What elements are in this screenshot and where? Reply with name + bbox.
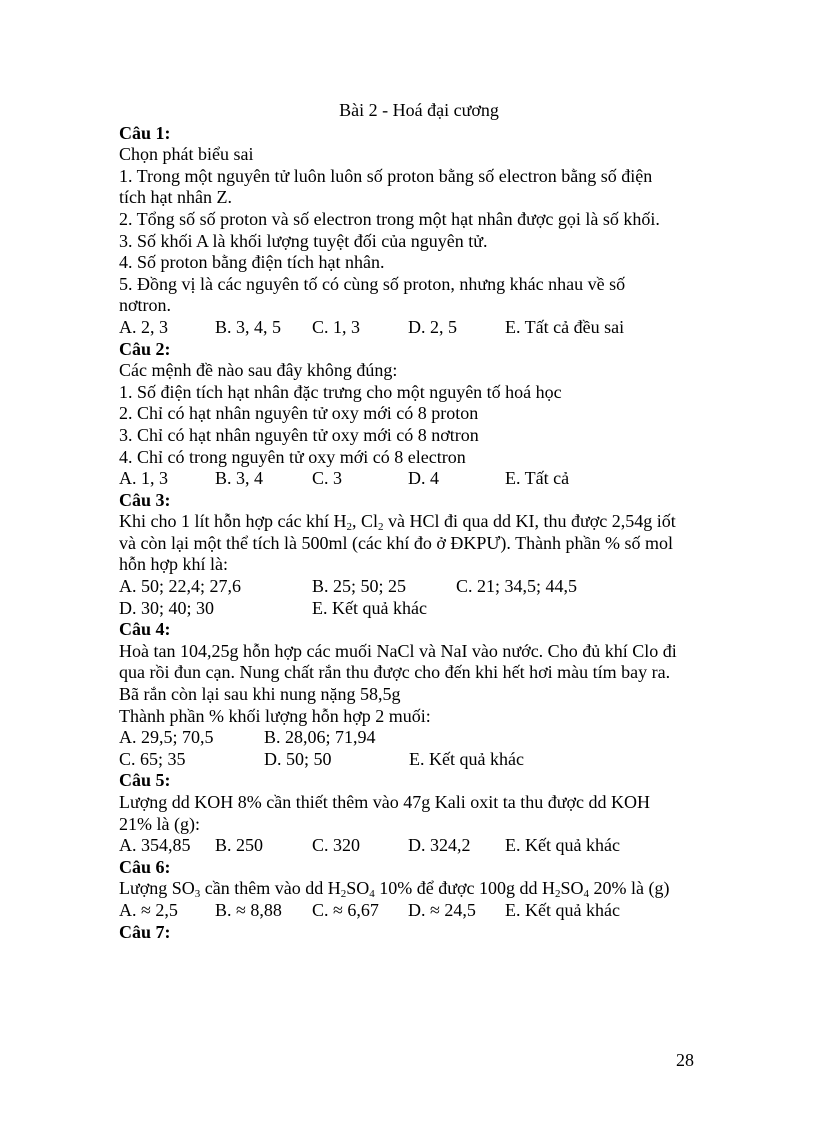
question-text-line [119,511,699,533]
option-e: E. Tất cả [505,468,570,489]
question-heading: Câu 3: [119,489,171,510]
option-b: B. 3, 4, 5 [215,316,282,337]
option-d: D. ≈ 24,5 [408,899,476,920]
subscript: 4 [583,888,590,901]
question-text-line: Hoà tan 104,25g hỗn hợp các muối NaCl và NaI vào nước. Cho đủ khí Clo đi [119,640,677,661]
option-c: C. 3 [312,468,343,489]
option-d: D. 2, 5 [408,316,457,337]
option-a: A. 354,85 [119,835,191,856]
question-3 [119,490,699,620]
question-heading: Câu 7: [119,921,171,942]
text-segment: 10% để được 100g dd H [374,878,556,899]
answer-options [119,468,699,490]
option-c: C. 65; 35 [119,748,186,769]
question-heading: Câu 5: [119,770,171,791]
answer-options [119,727,699,749]
question-7 [119,922,699,944]
option-d: D. 324,2 [408,835,471,856]
statement-line: 4. Chỉ có trong nguyên tử oxy mới có 8 electron [119,446,466,467]
text-segment: và HCl đi qua dd KI, thu được 2,54g iốt [383,511,676,532]
option-e: E. Kết quả khác [505,835,620,856]
statement-line: nơtron. [119,295,172,316]
option-d: D. 50; 50 [264,748,332,769]
answer-options [119,900,699,922]
question-4 [119,619,699,770]
statement-line: 2. Tổng số số proton và số electron trong một hạt nhân được gọi là số khối. [119,208,660,229]
statement-line: tích hạt nhân Z. [119,187,232,208]
document-body [119,100,699,943]
subscript: 2 [346,521,352,534]
question-text-line: và còn lại một thể tích là 500ml (các khí đo ở ĐKPƯ). Thành phần % số mol [119,532,674,553]
question-heading: Câu 2: [119,338,171,359]
option-a: A. 2, 3 [119,316,168,337]
statement-line: 2. Chỉ có hạt nhân nguyên tử oxy mới có 8 proton [119,403,479,424]
option-b: B. 3, 4 [215,468,264,489]
question-heading: Câu 1: [119,122,171,143]
option-e: E. Kết quả khác [409,748,524,769]
text-segment: Lượng SO [119,878,195,899]
question-text-line: 21% là (g): [119,813,200,834]
question-text-line: hỗn hợp khí là: [119,554,229,575]
option-e: E. Kết quả khác [312,597,427,618]
option-a: A. ≈ 2,5 [119,899,178,920]
option-b: B. ≈ 8,88 [215,899,282,920]
page-title: Bài 2 - Hoá đại cương [339,100,499,120]
question-6 [119,857,699,922]
question-text-line: Thành phần % khối lượng hỗn hợp 2 muối: [119,705,431,726]
question-text-line: Bã rắn còn lại sau khi nung nặng 58,5g [119,684,401,705]
text-segment: Khi cho 1 lít hỗn hợp các khí H [119,511,347,532]
question-heading: Câu 6: [119,856,171,877]
answer-options [119,749,699,771]
text-segment: SO [560,878,584,899]
text-segment: cần thêm vào dd H [200,878,341,899]
option-a: A. 1, 3 [119,468,168,489]
subscript: 2 [340,888,347,901]
text-segment: SO [346,878,370,899]
option-e: E. Tất cả đều sai [505,316,625,337]
option-d: D. 4 [408,468,439,489]
question-prompt: Chọn phát biểu sai [119,144,254,165]
subscript: 4 [369,888,375,901]
option-c: C. 320 [312,835,361,856]
subscript: 2 [555,888,561,901]
option-d: D. 30; 40; 30 [119,597,215,618]
option-a: A. 29,5; 70,5 [119,727,214,748]
question-2 [119,339,699,490]
answer-options [119,576,699,598]
subscript: 3 [194,888,201,901]
question-1 [119,123,699,339]
question-prompt: Các mệnh đề nào sau đây không đúng: [119,360,398,381]
question-heading: Câu 4: [119,619,171,640]
option-c: C. 21; 34,5; 44,5 [456,576,578,597]
option-b: B. 28,06; 71,94 [264,727,376,748]
question-text-line [119,878,699,900]
statement-line: 3. Chỉ có hạt nhân nguyên tử oxy mới có 8 nơtron [119,424,479,445]
statement-line: 5. Đồng vị là các nguyên tố có cùng số proton, nhưng khác nhau về số [119,273,626,294]
statement-line: 1. Trong một nguyên tử luôn luôn số proton bằng số electron bằng số điện [119,165,653,186]
statement-line: 4. Số proton bằng điện tích hạt nhân. [119,252,385,273]
text-segment: , Cl [351,511,378,532]
question-text-line: qua rồi đun cạn. Nung chất rắn thu được cho đến khi hết hơi màu tím bay ra. [119,662,671,683]
page-number: 28 [676,1050,694,1070]
option-b: B. 250 [215,835,264,856]
option-e: E. Kết quả khác [505,899,620,920]
answer-options [119,835,699,857]
statement-line: 1. Số điện tích hạt nhân đặc trưng cho một nguyên tố hoá học [119,381,562,402]
option-c: C. ≈ 6,67 [312,899,379,920]
text-segment: 20% là (g) [589,878,670,899]
option-a: A. 50; 22,4; 27,6 [119,576,242,597]
answer-options [119,598,699,620]
question-text-line: Lượng dd KOH 8% cần thiết thêm vào 47g Kali oxit ta thu được dd KOH [119,792,650,812]
statement-line: 3. Số khối A là khối lượng tuyệt đối của nguyên tử. [119,230,488,251]
subscript: 2 [378,521,384,534]
answer-options [119,317,699,339]
option-c: C. 1, 3 [312,316,361,337]
question-5 [119,770,699,856]
option-b: B. 25; 50; 25 [312,576,407,597]
